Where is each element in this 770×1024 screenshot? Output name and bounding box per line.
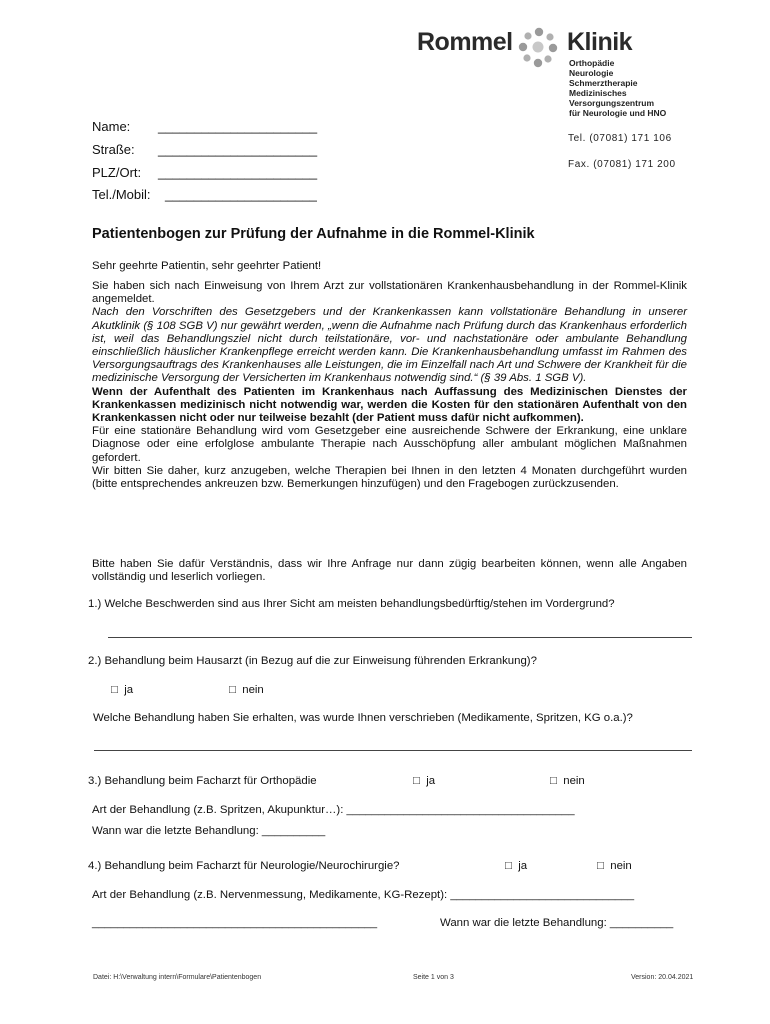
checkbox-icon[interactable]: □ [550, 775, 557, 787]
q2-no-label: nein [242, 684, 264, 696]
q3-no-option[interactable] [550, 775, 585, 787]
q2-no-option[interactable] [229, 684, 264, 696]
department-item: Medizinisches [569, 88, 627, 98]
q4-no-option[interactable] [597, 860, 632, 872]
question-3: 3.) Behandlung beim Facharzt für Orthopädie [88, 775, 317, 787]
phone-field[interactable]: _____________________ [165, 187, 317, 202]
checkbox-icon[interactable]: □ [413, 775, 420, 787]
checkbox-icon[interactable]: □ [111, 684, 118, 696]
q3-yes-label: ja [426, 775, 436, 787]
department-item: Neurologie [569, 68, 614, 78]
requirements-paragraph: Für eine stationäre Behandlung wird vom Gesetzgeber eine ausreichende Schwere der Erkrankung, eine unklare Diagnose oder eine erfolglose ambulante Therapie nach Ausschöpfung aller ambulant möglichen Maßnahmen gefordert. [92, 425, 687, 464]
checkbox-icon[interactable]: □ [229, 684, 236, 696]
salutation: Sehr geehrte Patientin, sehr geehrter Patient! [92, 260, 322, 272]
zip-city-label: PLZ/Ort: [92, 165, 142, 180]
q3-last-treatment[interactable]: Wann war die letzte Behandlung: __________ [92, 825, 326, 837]
department-list [569, 58, 729, 118]
street-field[interactable]: ______________________ [158, 142, 318, 157]
request-paragraph: Bitte haben Sie dafür Verständnis, dass wir Ihre Anfrage nur dann zügig bearbeiten können, wenn alle Angaben vollständig und leserlich vorliegen. [92, 558, 687, 584]
answer-line-1[interactable] [108, 637, 692, 638]
street-label: Straße: [92, 142, 135, 157]
logo-flower-icon [516, 26, 566, 70]
department-item: für Neurologie und HNO [569, 108, 667, 118]
answer-line-2[interactable] [94, 750, 692, 751]
contact-fax: Fax. (07081) 171 200 [568, 159, 676, 170]
footer-page-number: Seite 1 von 3 [413, 974, 454, 981]
phone-label: Tel./Mobil: [92, 187, 151, 202]
checkbox-icon[interactable]: □ [597, 860, 604, 872]
question-4: 4.) Behandlung beim Facharzt für Neurologie/Neurochirurgie? [88, 860, 400, 872]
logo-wordmark-klinik: Klinik [567, 28, 633, 56]
q4-yes-option[interactable] [505, 860, 527, 872]
question-2-followup: Welche Behandlung haben Sie erhalten, was wurde Ihnen verschrieben (Medikamente, Spritzen, KG o.a.)? [93, 712, 633, 724]
instructions-paragraph: Wir bitten Sie daher, kurz anzugeben, welche Therapien bei Ihnen in den letzten 4 Monaten durchgeführt wurden (bitte entsprechendes ankreuzen bzw. Bemerkungen hinzufügen) und den Fragebogen zurückzusenden. [92, 464, 687, 491]
q2-yes-label: ja [124, 684, 134, 696]
q4-answer-line[interactable]: _____________________________________________ [92, 917, 378, 929]
question-1: 1.) Welche Beschwerden sind aus Ihrer Sicht am meisten behandlungsbedürftig/stehen im Vordergrund? [88, 598, 615, 610]
legal-quote-paragraph: Nach den Vorschriften des Gesetzgebers und der Krankenkassen kann vollstationäre Behandlung in unserer Akutklinik (§ 108 SGB V) nur gewährt werden, „wenn die Aufnahme nach Prüfung durch das Krankenhaus erforderlich ist, weil das Behandlungsziel nicht durch teilstationäre, vor- und nachstationäre oder ambulante Behandlung einschließlich häuslicher Krankenpflege erreicht werden kann. Die Krankenhausbehandlung umfasst im Rahmen des Versorgungsauftrags des Krankenhauses alle Leistungen, die im Einzelfall nach Art und Schwere der Krankheit für die medizinische Versorgung der Versicherten im Krankenhaus notwendig sind.“ (§ 39 Abs. 1 SGB V). [92, 306, 687, 385]
checkbox-icon[interactable]: □ [505, 860, 512, 872]
q2-yes-option[interactable] [111, 684, 133, 696]
intro-paragraph: Sie haben sich nach Einweisung von Ihrem Arzt zur vollstationären Krankenhausbehandlung in der Rommel-Klinik angemeldet. [92, 280, 687, 306]
footer-version: Version: 20.04.2021 [631, 974, 694, 981]
department-item: Versorgungszentrum [569, 98, 655, 108]
q3-yes-option[interactable] [413, 775, 435, 787]
contact-phone: Tel. (07081) 171 106 [568, 133, 672, 144]
name-label: Name: [92, 119, 131, 134]
q4-yes-label: ja [518, 860, 528, 872]
page-title: Patientenbogen zur Prüfung der Aufnahme in die Rommel-Klinik [92, 226, 535, 242]
question-2: 2.) Behandlung beim Hausarzt (in Bezug auf die zur Einweisung führenden Erkrankung)? [88, 655, 537, 667]
department-item: Orthopädie [569, 58, 615, 68]
q4-treatment-type[interactable]: Art der Behandlung (z.B. Nervenmessung, Medikamente, KG-Rezept): _____________________________ [92, 889, 635, 901]
q3-no-label: nein [563, 775, 585, 787]
cost-notice-paragraph: Wenn der Aufenthalt des Patienten im Krankenhaus nach Auffassung des Medizinischen Dienstes der Krankenkassen medizinisch nicht notwendig war, werden die Kosten für den stationären Aufenthalt von den Krankenkassen nicht oder nur teilweise bezahlt (der Patient muss dafür nicht aufkommen). [92, 385, 687, 425]
name-field[interactable]: ______________________ [158, 119, 318, 134]
logo-wordmark-rommel: Rommel [417, 28, 513, 56]
q4-last-treatment[interactable]: Wann war die letzte Behandlung: __________ [440, 917, 674, 929]
zip-city-field[interactable]: ______________________ [158, 165, 318, 180]
footer-file-path: Datei: H:\Verwaltung intern\Formulare\Patientenbogen [93, 974, 262, 981]
department-item: Schmerztherapie [569, 78, 638, 88]
q4-no-label: nein [610, 860, 632, 872]
q3-treatment-type[interactable]: Art der Behandlung (z.B. Spritzen, Akupunktur…): ____________________________________ [92, 804, 575, 816]
intro-text [92, 280, 687, 491]
